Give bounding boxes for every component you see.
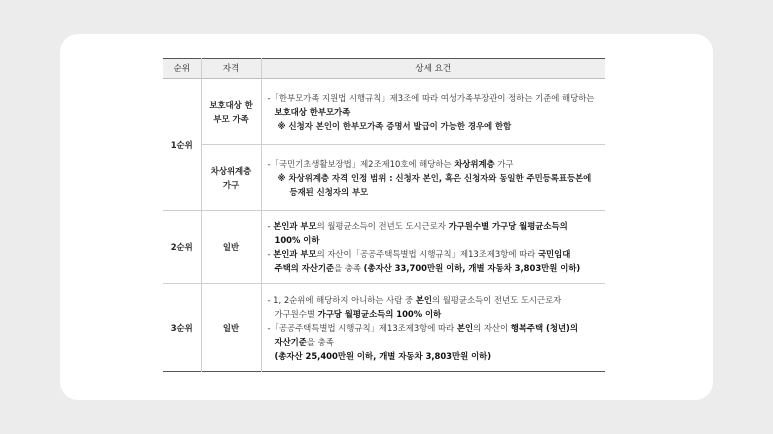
detail-text: 을 충족: [306, 336, 334, 347]
detail-line: [268, 307, 606, 321]
detail-bold: 행복주택 (청년)의: [510, 322, 578, 333]
detail-line: [268, 321, 606, 335]
detail-text: -「공공주택특별법 시행규칙」제13조제3항에 따라: [267, 322, 457, 333]
detail-cell: [261, 145, 605, 211]
detail-bold: 차상위계층: [454, 158, 495, 169]
detail-note: 등재된 신청자의 부모: [289, 186, 369, 197]
detail-line: [268, 233, 606, 247]
detail-line: [268, 105, 606, 119]
header-qualification: 자격: [201, 59, 261, 79]
qualification-cell: 일반: [201, 211, 261, 284]
table-row: [163, 79, 605, 145]
qualification-cell: [201, 79, 261, 145]
detail-bold: 자산기준: [274, 336, 307, 347]
rank-cell: 2순위: [170, 242, 193, 252]
detail-text: 을 충족: [334, 263, 364, 273]
table-row: [163, 145, 605, 211]
detail-bold: 보호대상 한부모가족: [274, 106, 351, 117]
detail-text: 가구원수별: [274, 308, 318, 319]
rank-cell: 3순위: [170, 322, 193, 333]
detail-text: 의 월평균소득이 전년도 도시근로자: [431, 294, 562, 305]
detail-line: - 본인과 부모의 자산이「공공주택특별법 시행규칙」제13조제3항에 따라 국민임대: [267, 249, 571, 259]
detail-text: - 1, 2순위에 해당하지 아니하는 사람 중: [267, 294, 416, 305]
eligibility-table: [163, 58, 605, 372]
detail-bold: 본인과 부모: [273, 221, 317, 231]
detail-text: 의 자산이「공공주택특별법 시행규칙」제13조제3항에 따라: [316, 249, 538, 259]
qualification-text: 차상위계층 가구: [210, 165, 252, 190]
detail-text: 의 자산이: [473, 322, 511, 333]
detail-cell: [261, 79, 605, 145]
detail-line: [268, 349, 606, 363]
table-row: [163, 211, 605, 284]
table-row: [163, 284, 605, 372]
detail-line: [268, 293, 606, 307]
detail-bold: 본인과 부모: [273, 249, 317, 259]
detail-bold: 가구원수별 가구당 월평균소득의: [448, 221, 568, 231]
detail-bold: 가구당 월평균소득의 100% 이하: [317, 308, 442, 319]
detail-bold: (총자산 33,700만원 이하, 개별 자동차 3,803만원 이하): [363, 263, 581, 273]
detail-line: - 본인과 부모의 월평균소득이 전년도 도시근로자 가구원수별 가구당 월평균소득의: [267, 221, 568, 231]
qualification-text: 보호대상 한부모 가족: [209, 99, 253, 124]
header-rank: 순위: [173, 63, 191, 74]
rank-cell: 1순위: [170, 139, 193, 150]
detail-bold: 본인: [456, 322, 474, 333]
qualification-cell: 일반: [201, 284, 261, 372]
detail-text: -「국민기초생활보장법」제2조제10호에 해당하는: [267, 158, 455, 169]
detail-line: [268, 157, 606, 171]
table-header-row: [163, 59, 605, 79]
detail-text: 의 월평균소득이 전년도 도시근로자: [316, 221, 449, 231]
detail-cell: [261, 211, 605, 284]
detail-text: 가구: [494, 158, 514, 169]
detail-line: [268, 261, 606, 275]
detail-line: -「한부모가족 지원법 시행규칙」제3조에 따라 여성가족부장관이 정하는 기준에 해당하는: [267, 92, 595, 103]
detail-note: ※ 신청자 본인이 한부모가족 증명서 발급이 가능한 경우에 한함: [277, 120, 512, 131]
qualification-cell: [201, 145, 261, 211]
detail-bold: 주택의 자산기준: [274, 263, 335, 273]
detail-line: [268, 335, 606, 349]
content-card: [60, 34, 713, 400]
detail-cell: [261, 284, 605, 372]
detail-bold: 국민임대: [537, 249, 571, 259]
header-details: 상세 요건: [261, 59, 605, 79]
detail-bold: (총자산 25,400만원 이하, 개별 자동차 3,803만원 이하): [274, 350, 492, 361]
detail-note: ※ 차상위계층 자격 인정 범위 : 신청자 본인, 혹은 신청자와 동일한 주민등록표등본에: [277, 172, 592, 183]
detail-bold: 100% 이하: [274, 235, 320, 245]
detail-bold: 본인: [415, 294, 432, 305]
